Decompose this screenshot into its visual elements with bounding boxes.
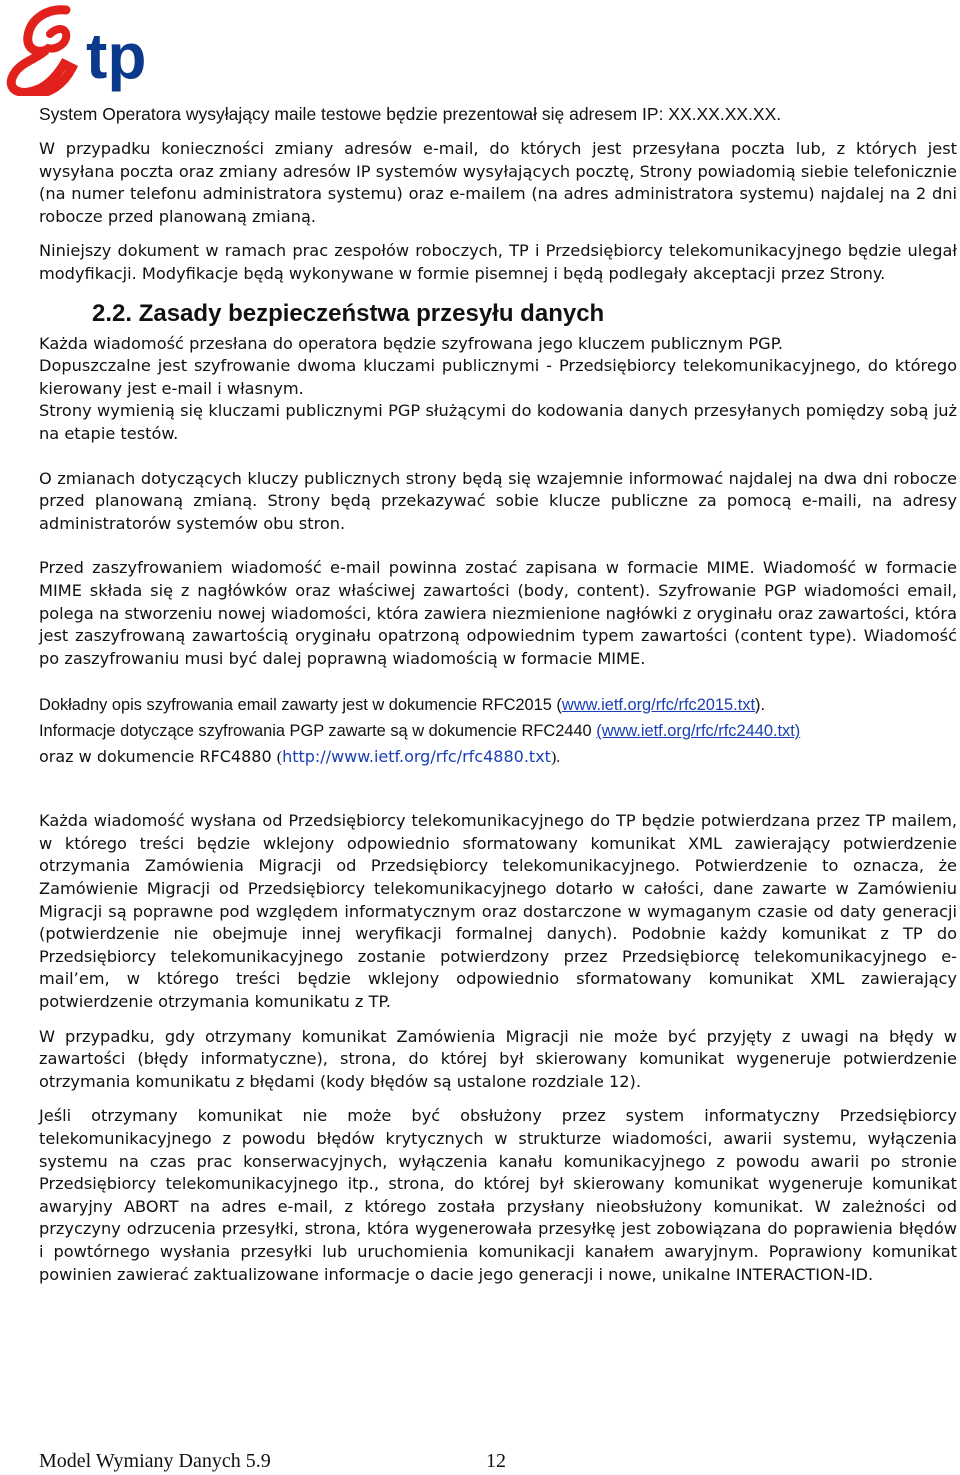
page-number: 12 [486,1450,506,1472]
section-title: 2.2. Zasady bezpieczeństwa przesyłu danych [92,299,605,327]
para-encryption-1b: Dopuszczalne jest szyfrowanie dwoma kluczami publicznymi - Przedsiębiorcy telekomunikacyjnego, do którego kierowany jest e-mail i własnym. [39,356,957,398]
para-confirmation: Każda wiadomość wysłana od Przedsiębiorcy telekomunikacyjnego do TP będzie potwierdzana przez TP mailem, w którego treści będzie wklejony odpowiednio sformatowany komunikat XML zawierający potwierdzenie otrzymania Zamówienia Migracji od Przedsiębiorcy telekomunikacyjnego. Potwierdzenie to oznacza, że Zamówienie Migracji od Przedsiębiorcy telekomunikacyjnego dotarło w całości, dane zawarte w Zamówieniu Migracji są poprawne pod względem informatycznym oraz dostarczone w wymaganym czasie od daty generacji (potwierdzenie nie obejmuje innej weryfikacji formalnej danych). Podobnie każdy komunikat z TP do Przedsiębiorcy telekomunikacyjnego zostanie potwierdzony przez Przedsiębiorcę telekomunikacyjnego e-mail’em, w którego treści będzie wklejony odpowiednio sformatowany komunikat XML zawierający potwierdzenie otrzymania komunikatu z TP. [39,811,957,1012]
para-errors: W przypadku, gdy otrzymany komunikat Zamówienia Migracji nie może być przyjęty z uwagi na błędy w zawartości (błędy informatyczne), strona, do której był skierowany komunikat wygeneruje potwierdzenie otrzymania komunikatu z błędami (kody błędów są ustalone rozdziale 12). [39,1026,957,1091]
ip-line: System Operatora wysyłający maile testowe będzie prezentował się adresem IP: XX.XX.XX.XX. [39,104,782,124]
ref-rfc2015: Dokładny opis szyfrowania email zawarty jest w dokumencie RFC2015 (www.ietf.org/rfc/rfc2015.txt). [39,696,766,715]
document-body [39,103,957,1286]
link-rfc4880[interactable]: http://www.ietf.org/rfc/rfc4880.txt [282,747,551,767]
para-key-changes: O zmianach dotyczących kluczy publicznych strony będą się wzajemnie informować najdalej na dwa dni robocze przed planowaną zmianą. Strony będą przekazywać sobie klucze publiczne za pomocą e-maili, na adresy administratorów systemów obu stron. [39,468,957,533]
para-address-change: W przypadku konieczności zmiany adresów e-mail, do których jest przesyłana poczta lub, z których jest wysyłana poczta oraz zmiany adresów IP systemów wysyłających pocztę, Strony powiadomią siebie telefonicznie (na numer telefonu administratora systemu) oraz e-mailem (na adres administratora systemu) najdalej na 2 dni robocze przed planowaną zmianą. [39,139,957,226]
ref-rfc2440: Informacje dotyczące szyfrowania PGP zawarte są w dokumencie RFC2440 (www.ietf.org/rfc/rfc2440.txt) [39,722,801,741]
para-mime: Przed zaszyfrowaniem wiadomość e-mail powinna zostać zapisana w formacie MIME. Wiadomość w formacie MIME składa się z nagłówków oraz właściwej zawartości (body, content). Szyfrowanie PGP wiadomości email, polega na stworzeniu nowej wiadomości, która zawiera niezmienione nagłówki z oryginału oraz zawartości, która jest zaszyfrowaną zawartością oryginału opatrzoną odpowiednim typem zawartości (content type). Wiadomość po zaszyfrowaniu musi być dalej poprawną wiadomością w formacie MIME. [39,558,957,668]
logo-wordmark: tp [86,20,147,92]
rfc-references [39,692,957,770]
page-footer [39,1448,506,1474]
para-document-changes: Niniejszy dokument w ramach prac zespołów roboczych, TP i Przedsiębiorcy telekomunikacyjnego będzie ulegał modyfikacji. Modyfikacje będą wykonywane w formie pisemnej i będą podlegały akceptacji przez Strony. [39,241,957,283]
para-abort: Jeśli otrzymany komunikat nie może być obsłużony przez system informatyczny Przedsiębiorcy telekomunikacyjnego z powodu błędów krytycznych w strukturze wiadomości, awarii systemu, wyłączenia systemu na czas prac konserwacyjnych, wyłączenia kanału komunikacyjnego z powodu awarii po stronie Przedsiębiorcy telekomunikacyjnego itp., strona, do której był skierowany komunikat wygeneruje komunikat awaryjny ABORT na adres e-mail, z którego została przysłany nieobsłużony komunikat. W zależności od przyczyny odrzucenia przesyłki, strona, która wygenerowała przesyłkę jest zobowiązana do poprawienia błędów i powtórnego wysłania przesyłki lub uruchomienia komunikacji kanałem awaryjnym. Poprawiony komunikat powinien zawierać zaktualizowane informacje o dacie jego generacji i nowe, unikalne INTERACTION-ID. [39,1106,957,1284]
para-encryption-1c: Strony wymienią się kluczami publicznymi PGP służącymi do kodowania danych przesyłanych pomiędzy sobą już na etapie testów. [39,401,957,443]
para-encryption-1a: Każda wiadomość przesłana do operatora będzie szyfrowana jego kluczem publicznym PGP. [39,333,784,353]
link-rfc2015[interactable]: www.ietf.org/rfc/rfc2015.txt [561,696,756,715]
footer-model: Model Wymiany Danych 5.9 [39,1450,271,1472]
link-rfc2440[interactable]: (www.ietf.org/rfc/rfc2440.txt) [596,722,801,741]
tp-logo [6,4,166,96]
ref-rfc4880: oraz w dokumencie RFC4880 (http://www.ietf.org/rfc/rfc4880.txt). [39,747,561,767]
